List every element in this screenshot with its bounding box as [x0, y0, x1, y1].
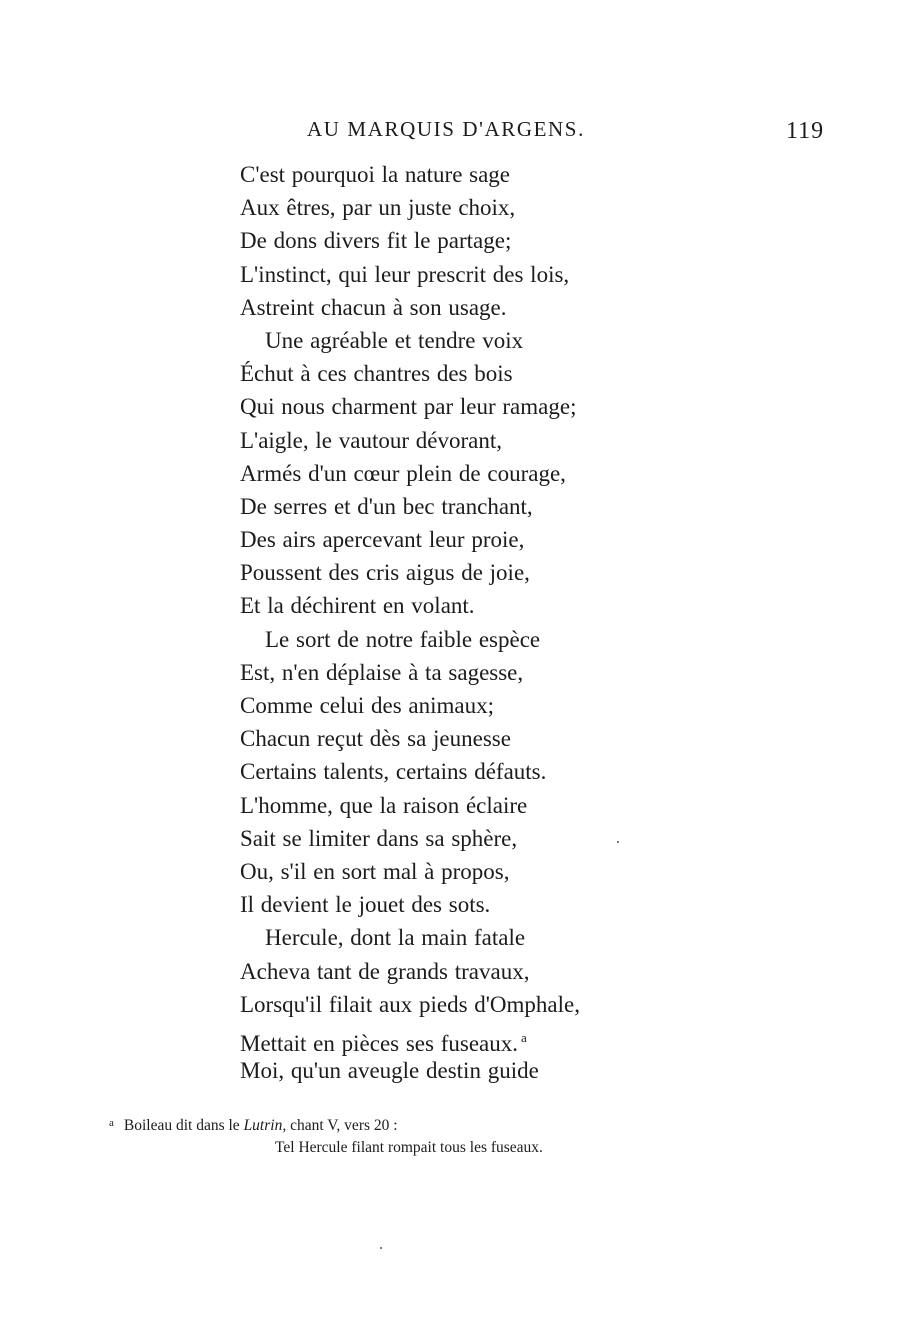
verse-line: [240, 324, 700, 357]
verse-line: [240, 523, 700, 556]
verse-line: [240, 855, 700, 888]
verse-line: [240, 1054, 700, 1087]
verse-text: Armés d'un cœur plein de courage,: [240, 460, 566, 486]
footnote-text-after: chant V, vers 20 :: [286, 1117, 398, 1134]
verse-line: [240, 357, 700, 390]
footnote-mark: a: [109, 1117, 114, 1129]
footnote: [109, 1112, 669, 1159]
verse-line: [240, 955, 700, 988]
verse-line: [240, 424, 700, 457]
verse-text: De serres et d'un bec tranchant,: [240, 493, 533, 519]
paper-speck: [380, 1247, 382, 1249]
verse-text: Acheva tant de grands travaux,: [240, 958, 530, 984]
verse-line: [240, 589, 700, 622]
page-number: 119: [786, 118, 825, 144]
verse-text: L'instinct, qui leur prescrit des lois,: [240, 261, 570, 287]
verse-line: [240, 490, 700, 523]
footnote-text-before: Boileau dit dans le: [123, 1117, 244, 1134]
verse-text: L'homme, que la raison éclaire: [240, 792, 528, 818]
verse-line: [240, 623, 700, 656]
verse-text: Et la déchirent en volant.: [240, 593, 475, 619]
poem-body: [240, 158, 700, 1087]
verse-text: Certains talents, certains défauts.: [240, 759, 547, 785]
verse-text: Ou, s'il en sort mal à propos,: [240, 858, 510, 884]
verse-line: [240, 158, 700, 191]
footnote-quote: Tel Hercule filant rompait tous les fuseaux.: [275, 1139, 543, 1156]
verse-text: Il devient le jouet des sots.: [240, 892, 491, 918]
footnote-work-title: Lutrin,: [243, 1117, 287, 1134]
verse-line: [240, 722, 700, 755]
verse-line: [240, 921, 700, 954]
verse-text: Astreint chacun à son usage.: [240, 294, 507, 320]
verse-line: [240, 291, 700, 324]
verse-line: [240, 258, 700, 291]
verse-line: [240, 988, 700, 1021]
verse-text: Moi, qu'un aveugle destin guide: [240, 1058, 539, 1084]
verse-text: De dons divers fit le partage;: [240, 228, 512, 254]
verse-text: Lorsqu'il filait aux pieds d'Omphale,: [240, 991, 580, 1017]
verse-text: Une agréable et tendre voix: [265, 327, 524, 353]
verse-text: Le sort de notre faible espèce: [265, 626, 541, 652]
verse-text: C'est pourquoi la nature sage: [240, 162, 511, 187]
verse-line: [240, 224, 700, 257]
verse-line: [240, 556, 700, 589]
verse-text: Comme celui des animaux;: [240, 693, 495, 718]
verse-line: [240, 689, 700, 722]
verse-line: [240, 755, 700, 788]
verse-text: Chacun reçut dès sa jeunesse: [240, 726, 511, 752]
verse-text: L'aigle, le vautour dévorant,: [240, 427, 502, 453]
verse-text: Mettait en pièces ses fuseaux.: [240, 1030, 518, 1056]
verse-line: [240, 1021, 700, 1054]
paper-speck: [617, 841, 619, 843]
footnote-reference: a: [521, 1029, 527, 1045]
verse-line: [240, 191, 700, 224]
footnote-citation: [109, 1112, 669, 1137]
verse-text: Aux êtres, par un juste choix,: [240, 195, 516, 221]
verse-text: Est, n'en déplaise à ta sagesse,: [240, 659, 524, 685]
verse-text: Des airs apercevant leur proie,: [240, 527, 525, 553]
verse-text: Qui nous charment par leur ramage;: [240, 394, 577, 420]
verse-line: [240, 789, 700, 822]
verse-text: Hercule, dont la main fatale: [265, 925, 526, 951]
verse-text: Échut à ces chantres des bois: [240, 361, 513, 387]
verse-text: Poussent des cris aigus de joie,: [240, 560, 530, 586]
verse-line: [240, 457, 700, 490]
verse-line: [240, 390, 700, 423]
verse-line: [240, 888, 700, 921]
verse-line: [240, 656, 700, 689]
running-title: AU MARQUIS D'ARGENS.: [307, 117, 585, 141]
verse-line: [240, 822, 700, 855]
verse-text: Sait se limiter dans sa sphère,: [240, 825, 518, 851]
